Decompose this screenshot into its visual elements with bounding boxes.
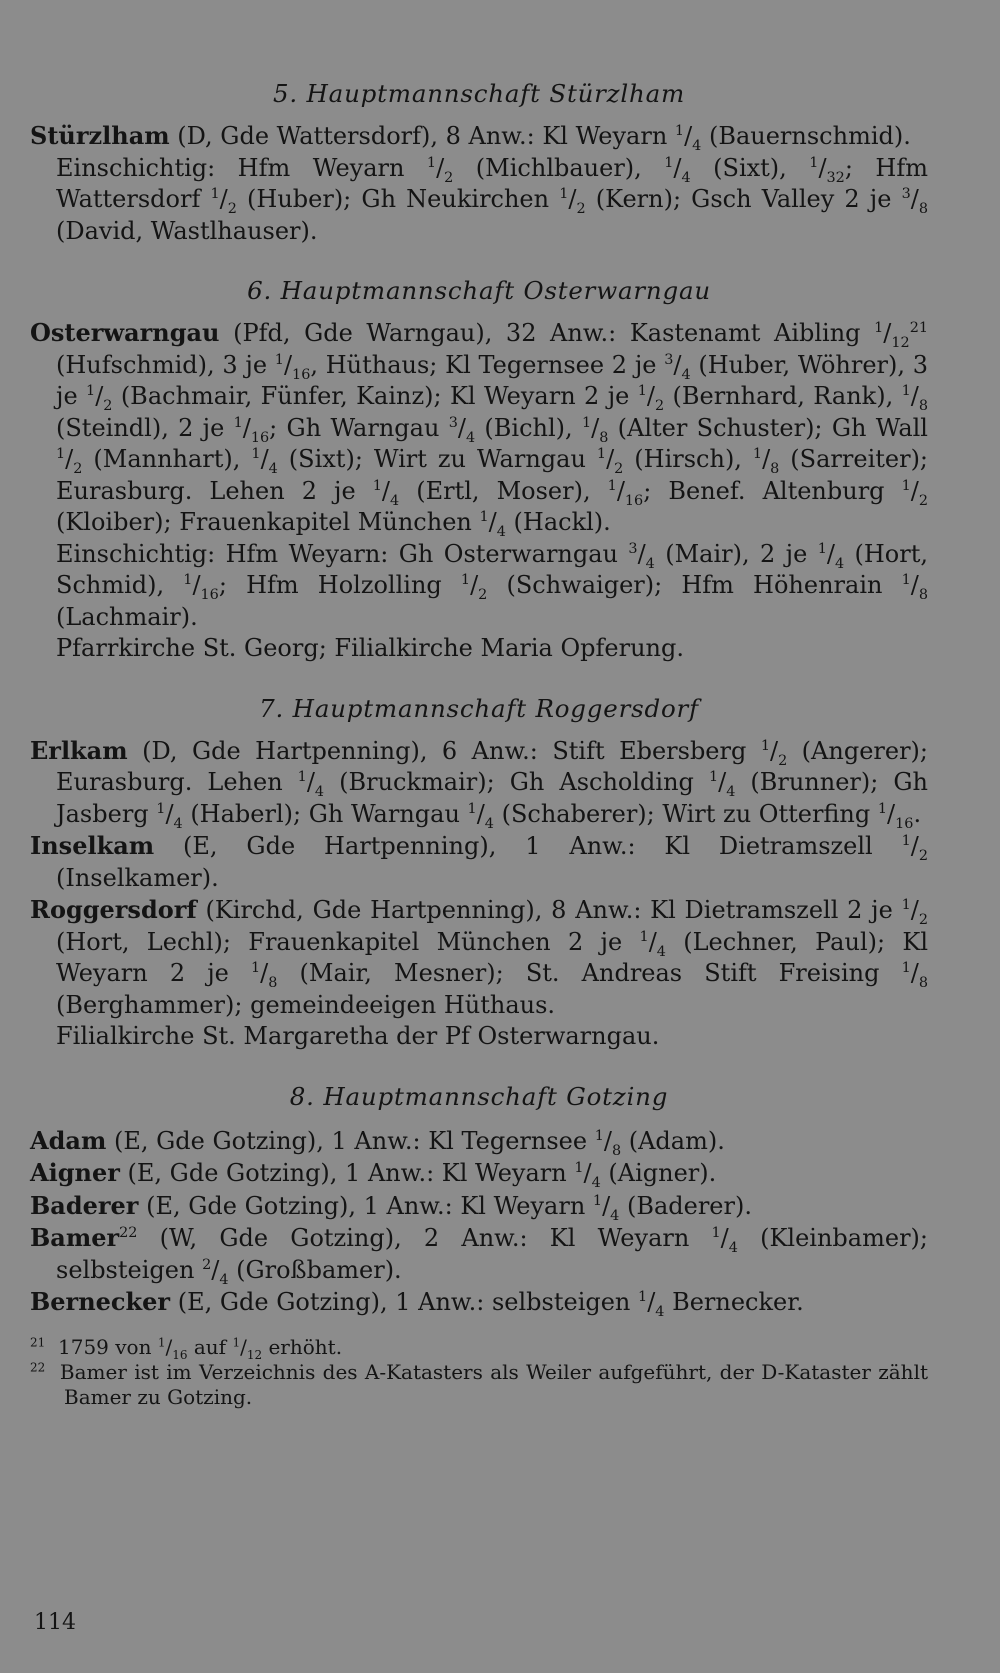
section-heading-5: 5. Hauptmannschaft Stürzlham	[272, 79, 686, 108]
entry-bamer: Bamer$^{22}$ (W, Gde Gotzing), 2 Anw.: Kl Weyarn $^1/_4$ (Kleinbamer); selbsteigen $^2/_4$ (Großbamer).	[30, 1223, 928, 1288]
entry-osterwarngau-kirche: Pfarrkirche St. Georg; Filialkirche Maria Opferung.	[56, 634, 684, 662]
entry-aigner: Aigner (E, Gde Gotzing), 1 Anw.: Kl Weyarn $^1/_4$ (Aigner).	[30, 1158, 717, 1191]
section-heading-8: 8. Hauptmannschaft Gotzing	[289, 1081, 669, 1111]
entry-stuerzlham: Stürzlham (D, Gde Wattersdorf), 8 Anw.: Kl Weyarn $^1/_4$ (Bauernschmid).	[30, 121, 911, 154]
entry-roggersdorf-kirche: Filialkirche St. Margaretha der Pf Osterwarngau.	[56, 1022, 660, 1050]
footnote-21: $^{21}$ 1759 von $^1/_{16}$ auf $^1/_{12}$ erhöht.	[30, 1334, 343, 1362]
entry-inselkam: Inselkam (E, Gde Hartpenning), 1 Anw.: Kl Dietramszell $^1/_2$ (Inselkamer).	[30, 831, 928, 892]
section-heading-7: 7. Hauptmannschaft Roggersdorf	[259, 693, 699, 723]
body-text	[30, 78, 928, 1410]
entry-osterwarngau-einschichtig: Einschichtig: Hfm Weyarn: Gh Osterwarngau $^3/_4$ (Mair), 2 je $^1/_4$ (Hort, Schmid), $^1/_{16}$; Hfm Holzolling $^1/_2$ (Schwaiger); Hfm Höhenrain $^1/_8$ (Lachmair).	[56, 539, 928, 631]
section-heading-6: 6. Hauptmannschaft Osterwarngau	[247, 276, 711, 305]
entry-erlkam: Erlkam (D, Gde Hartpenning), 6 Anw.: Stift Ebersberg $^1/_2$ (Angerer); Eurasburg. Lehen $^1/_4$ (Bruckmair); Gh Ascholding $^1/_4$ (Brunner); Gh Jasberg $^1/_4$ (Haberl); Gh Warngau $^1/_4$ (Schaberer); Wirt zu Otterfing $^1/_{16}$.	[30, 735, 928, 832]
footnotes	[30, 1335, 928, 1410]
entry-osterwarngau: Osterwarngau (Pfd, Gde Warngau), 32 Anw.: Kastenamt Aibling $^1/_{12}^{21}$ (Hufschmid), 3 je $^1/_{16}$, Hüthaus; Kl Tegernsee 2 je $^3/_4$ (Huber, Wöhrer), 3 je $^1/_2$ (Bachmair, Fünfer, Kainz); Kl Weyarn 2 je $^1/_2$ (Bernhard, Rank), $^1/_8$ (Steindl), 2 je $^1/_{16}$; Gh Warngau $^3/_4$ (Bichl), $^1/_8$ (Alter Schuster); Gh Wall $^1/_2$ (Mannhart), $^1/_4$ (Sixt); Wirt zu Warngau $^1/_2$ (Hirsch), $^1/_8$ (Sarreiter); Eurasburg. Lehen 2 je $^1/_4$ (Ertl, Moser), $^1/_{16}$; Benef. Altenburg $^1/_2$ (Kloiber); Frauenkapitel München $^1/_4$ (Hackl).	[30, 318, 929, 540]
entry-roggersdorf: Roggersdorf (Kirchd, Gde Hartpenning), 8 Anw.: Kl Dietramszell 2 je $^1/_2$ (Hort, Lechl); Frauenkapitel München 2 je $^1/_4$ (Lechner, Paul); Kl Weyarn 2 je $^1/_8$ (Mair, Mesner); St. Andreas Stift Freising $^1/_8$ (Berghammer); gemeindeeigen Hüthaus.	[30, 895, 929, 1019]
page-number: 114	[34, 1610, 76, 1635]
entry-adam: Adam (E, Gde Gotzing), 1 Anw.: Kl Tegernsee $^1/_8$ (Adam).	[30, 1125, 725, 1159]
entry-bernecker: Bernecker (E, Gde Gotzing), 1 Anw.: selbsteigen $^1/_4$ Bernecker.	[30, 1287, 804, 1320]
entry-stuerzlham-einschichtig: Einschichtig: Hfm Weyarn $^1/_2$ (Michlbauer), $^1/_4$ (Sixt), $^1/_{32}$; Hfm Wattersdorf $^1/_2$ (Huber); Gh Neukirchen $^1/_2$ (Kern); Gsch Valley 2 je $^3/_8$ (David, Wastlhauser).	[56, 153, 929, 245]
entry-baderer: Baderer (E, Gde Gotzing), 1 Anw.: Kl Weyarn $^1/_4$ (Baderer).	[30, 1190, 752, 1224]
footnote-22: $^{22}$ Bamer ist im Verzeichnis des A-Katasters als Weiler aufgeführt, der D-Kataster zählt Bamer zu Gotzing.	[30, 1359, 928, 1409]
